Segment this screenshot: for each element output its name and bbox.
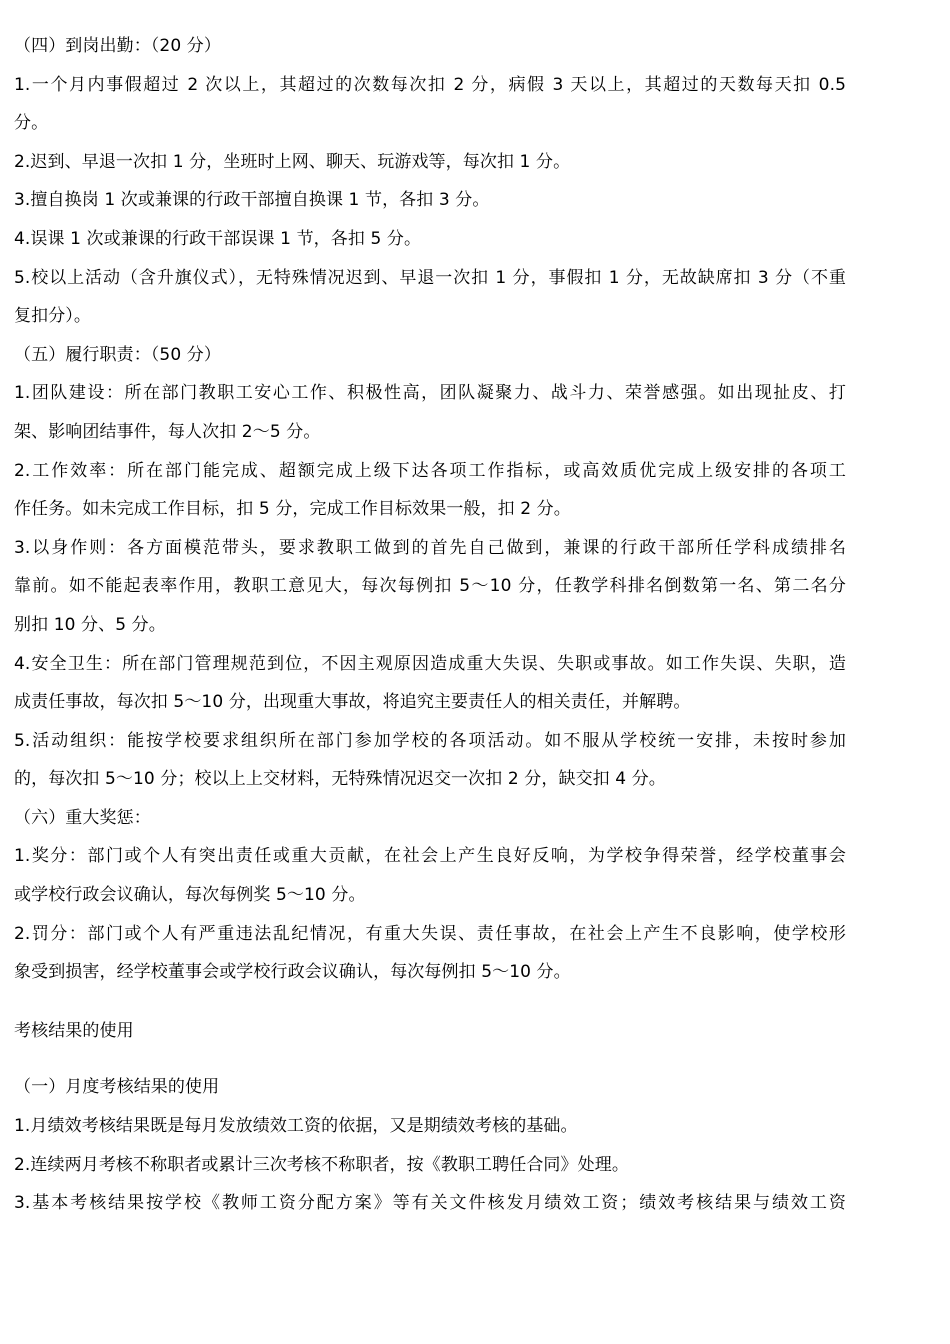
section-heading: （五）履行职责：（50 分） <box>14 344 221 365</box>
results-title: 考核结果的使用 <box>14 1020 134 1041</box>
paragraph-line: 5.活动组织：能按学校要求组织所在部门参加学校的各项活动。如不服从学校统一安排，未按时参加 <box>14 730 846 751</box>
paragraph-line: 2.罚分：部门或个人有严重违法乱纪情况，有重大失误、责任事故，在社会上产生不良影响，使学校形 <box>14 923 846 944</box>
paragraph-line: 2.迟到、早退一次扣 1 分，坐班时上网、聊天、玩游戏等，每次扣 1 分。 <box>14 151 571 172</box>
paragraph-line: 1.奖分：部门或个人有突出责任或重大贡献，在社会上产生良好反响，为学校争得荣誉，经学校董事会 <box>14 846 846 867</box>
spacer <box>14 992 846 1012</box>
paragraph-line: 别扣 10 分、5 分。 <box>14 614 166 635</box>
paragraph-line: 4.安全卫生：所在部门管理规范到位，不因主观原因造成重大失误、失职或事故。如工作失误、失职，造 <box>14 653 846 674</box>
paragraph-line: 2.工作效率：所在部门能完成、超额完成上级下达各项工作指标，或高效质优完成上级安排的各项工 <box>14 460 846 481</box>
section-heading: （六）重大奖惩： <box>14 807 151 828</box>
paragraph-line: 靠前。如不能起表率作用，教职工意见大，每次每例扣 5～10 分，任教学科排名倒数第一名、第二名分 <box>14 576 846 597</box>
paragraph-line: 5.校以上活动（含升旗仪式），无特殊情况迟到、早退一次扣 1 分，事假扣 1 分，无故缺席扣 3 分（不重 <box>14 267 846 288</box>
paragraph-line: 复扣分）。 <box>14 306 91 327</box>
section-heading: （一）月度考核结果的使用 <box>14 1077 220 1098</box>
paragraph-line: 架、影响团结事件，每人次扣 2～5 分。 <box>14 421 321 442</box>
paragraph-line: 成责任事故，每次扣 5～10 分，出现重大事故，将追究主要责任人的相关责任，并解聘。 <box>14 692 691 713</box>
paragraph-line: 1.团队建设：所在部门教职工安心工作、积极性高，团队凝聚力、战斗力、荣誉感强。如出现扯皮、打 <box>14 383 846 404</box>
paragraph-line: 2.连续两月考核不称职者或累计三次考核不称职者，按《教职工聘任合同》处理。 <box>14 1154 629 1175</box>
paragraph-line: 分。 <box>14 113 49 134</box>
document-page <box>14 27 846 1223</box>
paragraph-line: 作任务。如未完成工作目标，扣 5 分，完成工作目标效果一般，扣 2 分。 <box>14 499 571 520</box>
spacer <box>14 1050 846 1068</box>
section-heading: （四）到岗出勤：（20 分） <box>14 36 221 56</box>
paragraph-line: 象受到损害，经学校董事会或学校行政会议确认，每次每例扣 5～10 分。 <box>14 962 571 983</box>
paragraph-line: 3.以身作则：各方面模范带头，要求教职工做到的首先自己做到，兼课的行政干部所任学科成绩排名 <box>14 537 846 558</box>
paragraph-line: 1.一个月内事假超过 2 次以上，其超过的次数每次扣 2 分，病假 3 天以上，其超过的天数每天扣 0.5 <box>14 74 846 95</box>
paragraph-line: 的，每次扣 5～10 分；校以上上交材料，无特殊情况迟交一次扣 2 分，缺交扣 4 分。 <box>14 769 666 790</box>
paragraph-line: 3.擅自换岗 1 次或兼课的行政干部擅自换课 1 节，各扣 3 分。 <box>14 190 490 211</box>
paragraph-line: 1.月绩效考核结果既是每月发放绩效工资的依据，又是期绩效考核的基础。 <box>14 1116 578 1137</box>
paragraph-line: 或学校行政会议确认，每次每例奖 5～10 分。 <box>14 885 366 906</box>
paragraph-line: 3.基本考核结果按学校《教师工资分配方案》等有关文件核发月绩效工资；绩效考核结果与绩效工资 <box>14 1193 846 1214</box>
paragraph-line: 4.误课 1 次或兼课的行政干部误课 1 节，各扣 5 分。 <box>14 228 422 249</box>
